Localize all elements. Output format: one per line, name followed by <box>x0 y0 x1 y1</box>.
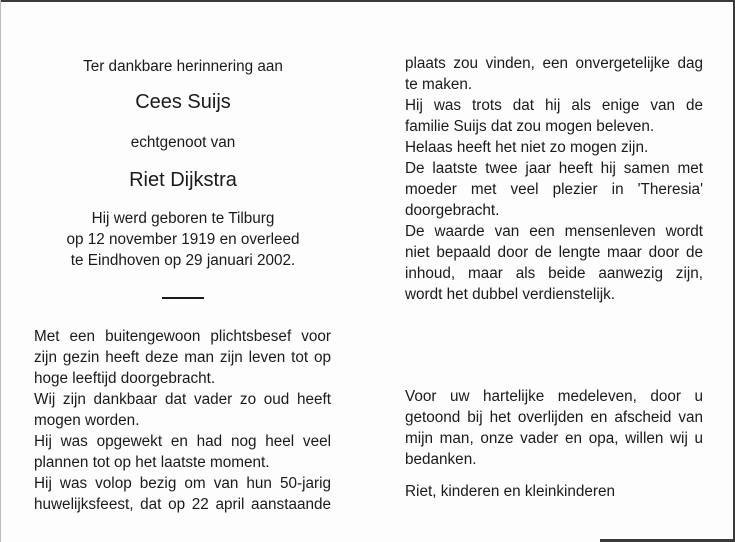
left-text-line-7: plannen tot op het laatste moment. <box>34 454 270 471</box>
scan-edge-left <box>0 0 1 542</box>
right-text-line-6: De laatste twee jaar heeft hij samen met <box>405 160 703 177</box>
spouse-name: Riet Dijkstra <box>129 169 237 191</box>
thanks-line-3: mijn man, onze vader en opa, willen wij u <box>405 430 703 447</box>
thanks-line-2: getoond bij het overlijden en afscheid van <box>405 409 703 426</box>
divider-line <box>162 297 204 299</box>
birth-line-2: op 12 november 1919 en overleed <box>66 231 300 248</box>
left-text-line-6: Hij was opgewekt en had nog heel veel <box>34 433 331 450</box>
left-text-line-2: zijn gezin heeft deze man zijn leven tot op <box>34 349 331 366</box>
right-text-line-5: Helaas heeft het niet zo mogen zijn. <box>405 139 649 156</box>
deceased-name: Cees Suijs <box>135 91 231 113</box>
right-text-line-9: De waarde van een mensenleven wordt <box>405 223 703 240</box>
right-text-line-7: moeder met veel plezier in 'Theresia' <box>405 181 703 198</box>
left-text-line-1: Met een buitengewoon plichtsbesef voor <box>34 328 331 345</box>
thanks-line-1: Voor uw hartelijke medeleven, door u <box>405 388 703 405</box>
left-text-line-4: Wij zijn dankbaar dat vader zo oud heeft <box>34 391 331 408</box>
right-text-line-8: doorgebracht. <box>405 202 500 219</box>
intro-line: Ter dankbare herinnering aan <box>83 58 283 75</box>
relation-line: echtgenoot van <box>130 134 236 151</box>
right-text-line-4: familie Suijs dat zou mogen beleven. <box>405 118 655 135</box>
birth-line-3: te Eindhoven op 29 januari 2002. <box>70 252 296 269</box>
right-text-line-3: Hij was trots dat hij als enige van de <box>405 97 703 114</box>
right-text-line-12: wordt het dubbel verdienstelijk. <box>405 286 616 303</box>
right-text-line-1: plaats zou vinden, een onvergetelijke dag <box>405 55 703 72</box>
scan-edge-top <box>0 0 735 2</box>
left-text-line-3: hoge leeftijd doorgebracht. <box>34 370 216 387</box>
birth-line-1: Hij werd geboren te Tilburg <box>91 210 275 227</box>
left-text-line-9: huwelijksfeest, dat op 22 april aanstaande <box>34 496 331 513</box>
left-text-line-8: Hij was volop bezig om van hun 50-jarig <box>34 475 331 492</box>
right-text-line-2: te maken. <box>405 76 473 93</box>
right-text-line-11: inhoud, maar als beide aanwezig zijn, <box>405 265 703 282</box>
right-text-line-10: niet bepaald door de lengte maar door de <box>405 244 703 261</box>
left-text-line-5: mogen worden. <box>34 412 140 429</box>
thanks-line-4: bedanken. <box>405 451 477 468</box>
signature-line: Riet, kinderen en kleinkinderen <box>405 483 616 500</box>
